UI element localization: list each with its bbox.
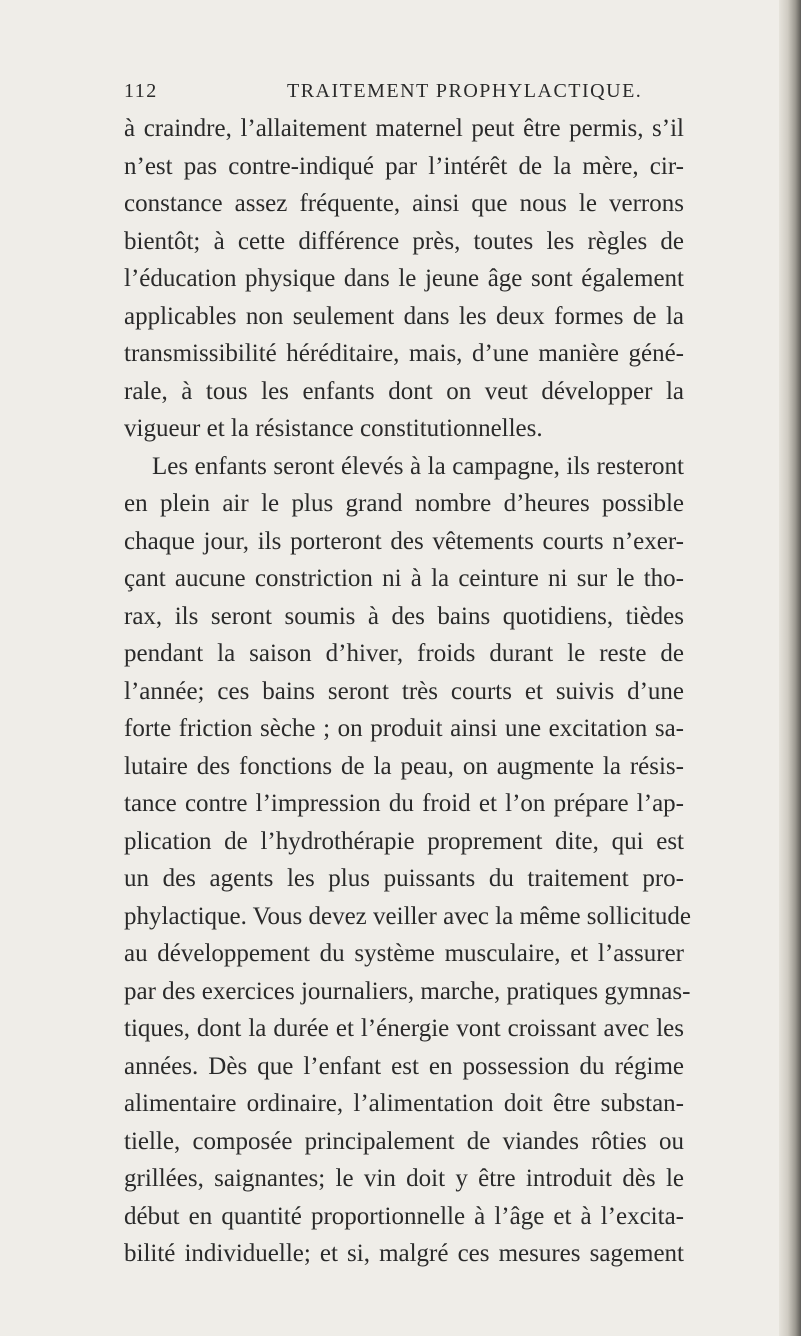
body-text	[124, 110, 691, 1273]
text-line: phylactique. Vous devez veiller avec la même sollicitude	[124, 902, 691, 930]
text-line: rax, ils seront soumis à des bains quotidiens, tièdes	[124, 602, 684, 630]
text-line: années. Dès que l’enfant est en possession du régime	[124, 1052, 684, 1080]
text-line: au développement du système musculaire, et l’assurer	[124, 940, 684, 967]
text-line: n’est pas contre-indiqué par l’intérêt de la mère, cir-	[124, 152, 684, 180]
page-number: 112	[124, 80, 158, 102]
text-line: applicables non seulement dans les deux formes de la	[124, 302, 684, 330]
text-line: par des exercices journaliers, marche, pratiques gymnas-	[124, 977, 691, 1005]
paragraph-2	[124, 448, 691, 1273]
text-line: rale, à tous les enfants dont on veut développer la	[124, 377, 684, 405]
text-line: forte friction sèche ; on produit ainsi une excitation sa-	[124, 715, 684, 742]
text-line: alimentaire ordinaire, l’alimentation doit être substan-	[124, 1090, 684, 1117]
text-line: çant aucune constriction ni à la ceinture ni sur le tho-	[124, 565, 684, 592]
text-line: tiques, dont la durée et l’énergie vont croissant avec les	[124, 1015, 684, 1042]
text-line: un des agents les plus puissants du traitement pro-	[124, 865, 684, 892]
text-line: en plein air le plus grand nombre d’heures possible	[124, 490, 684, 517]
page-edge-shadow	[779, 0, 801, 1336]
text-line: à craindre, l’allaitement maternel peut être permis, s’il	[124, 115, 684, 142]
text-line: l’éducation physique dans le jeune âge sont également	[124, 265, 684, 292]
text-line: lutaire des fonctions de la peau, on augmente la résis-	[124, 752, 684, 780]
text-line: bientôt; à cette différence près, toutes les règles de	[124, 227, 684, 255]
text-line: pendant la saison d’hiver, froids durant le reste de	[124, 640, 684, 667]
page-header	[124, 80, 684, 110]
text-line: plication de l’hydrothérapie proprement dite, qui est	[124, 827, 684, 855]
text-line: tance contre l’impression du froid et l’on prépare l’ap-	[124, 790, 684, 817]
text-line: transmissibilité héréditaire, mais, d’une manière géné-	[124, 340, 684, 367]
text-line: bilité individuelle; et si, malgré ces mesures sagement	[124, 1240, 684, 1267]
text-line: l’année; ces bains seront très courts et suivis d’une	[124, 677, 684, 705]
text-line: grillées, saignantes; le vin doit y être introduit dès le	[124, 1165, 684, 1192]
text-line: vigueur et la résistance constitutionnelles.	[124, 415, 543, 442]
text-line: chaque jour, ils porteront des vêtements courts n’exer-	[124, 527, 684, 555]
text-line: constance assez fréquente, ainsi que nous le verrons	[124, 190, 684, 217]
text-line: Les enfants seront élevés à la campagne, ils resteront	[152, 452, 684, 480]
text-line: tielle, composée principalement de viandes rôties ou	[124, 1127, 684, 1155]
text-line: début en quantité proportionnelle à l’âge et à l’excita-	[124, 1202, 684, 1230]
running-head: TRAITEMENT PROPHYLACTIQUE.	[287, 80, 643, 102]
paragraph-1	[124, 110, 684, 448]
